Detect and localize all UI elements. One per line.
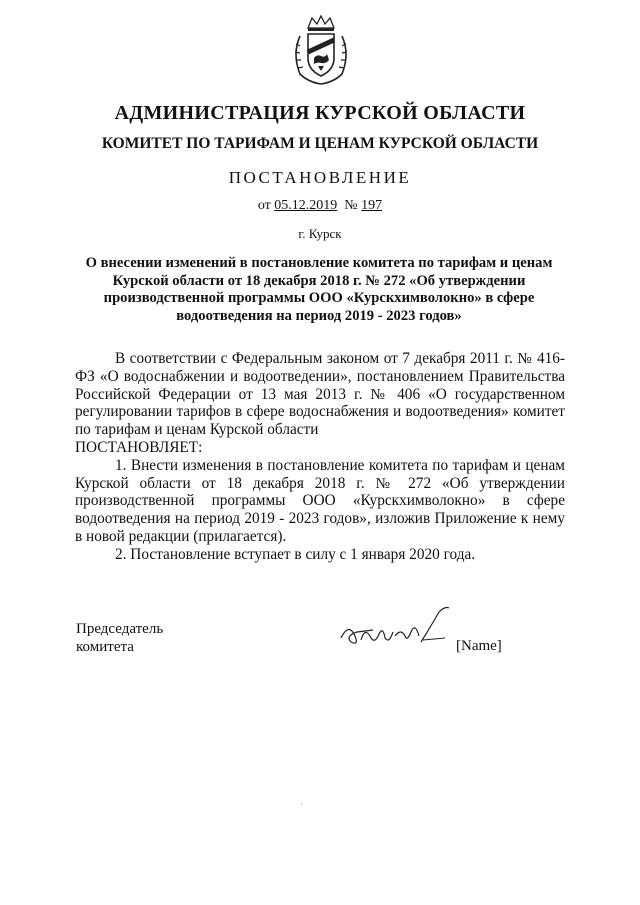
scan-speck xyxy=(301,803,302,804)
signatory-position xyxy=(76,620,163,656)
document-subject: О внесении изменений в постановление комитета по тарифам и ценам Курской области от 18 декабря 2018 г. № 272 «Об утверждении производственной программы ООО «Курскхимволокно» в сфере водоотведения на период 2019 - 2023 годов» xyxy=(85,255,553,324)
number-sign: № xyxy=(344,198,358,213)
document-type: ПОСТАНОВЛЕНИЕ xyxy=(228,168,412,187)
signatory-position-line2: комитета xyxy=(76,639,134,655)
clause-2: 2. Постановление вступает в силу с 1 января 2020 года. xyxy=(115,545,476,563)
preamble-paragraph: В соответствии с Федеральным законом от 7 декабря 2011 г. № 416-ФЗ «О водоснабжении и водоотведении», постановлением Правительства Российской Федерации от 13 мая 2013 г. № 406 «О государственном регулировании тарифов в сфере водоснабжения и водоотведения» комитет по тарифам и ценам Курской области xyxy=(75,350,565,439)
resolves-heading: ПОСТАНОВЛЯЕТ: xyxy=(75,438,203,456)
date-prefix: от xyxy=(257,198,271,213)
document-body xyxy=(75,350,565,564)
signatory-name: [Name] xyxy=(456,638,502,654)
document-date: 05.12.2019 xyxy=(274,198,338,213)
document-date-number xyxy=(0,198,640,214)
committee-title: КОМИТЕТ ПО ТАРИФАМ И ЦЕНАМ КУРСКОЙ ОБЛАСТИ xyxy=(101,135,539,152)
document-number: 197 xyxy=(361,198,383,213)
city-of-issue: г. Курск xyxy=(298,226,342,241)
coat-of-arms-emblem xyxy=(290,14,352,88)
signatory-position-line1: Председатель xyxy=(76,621,164,637)
administration-title: АДМИНИСТРАЦИЯ КУРСКОЙ ОБЛАСТИ xyxy=(114,102,526,124)
clause-1: 1. Внести изменения в постановление комитета по тарифам и ценам Курской области от 18 декабря 2018 г. № 272 «Об утверждении производственной программы ООО «Курскхимволокно» в сфере водоотведения на период 2019 - 2023 годов», изложив Приложение к нему в новой редакции (прилагается). xyxy=(75,456,565,545)
handwritten-signature xyxy=(335,602,455,650)
